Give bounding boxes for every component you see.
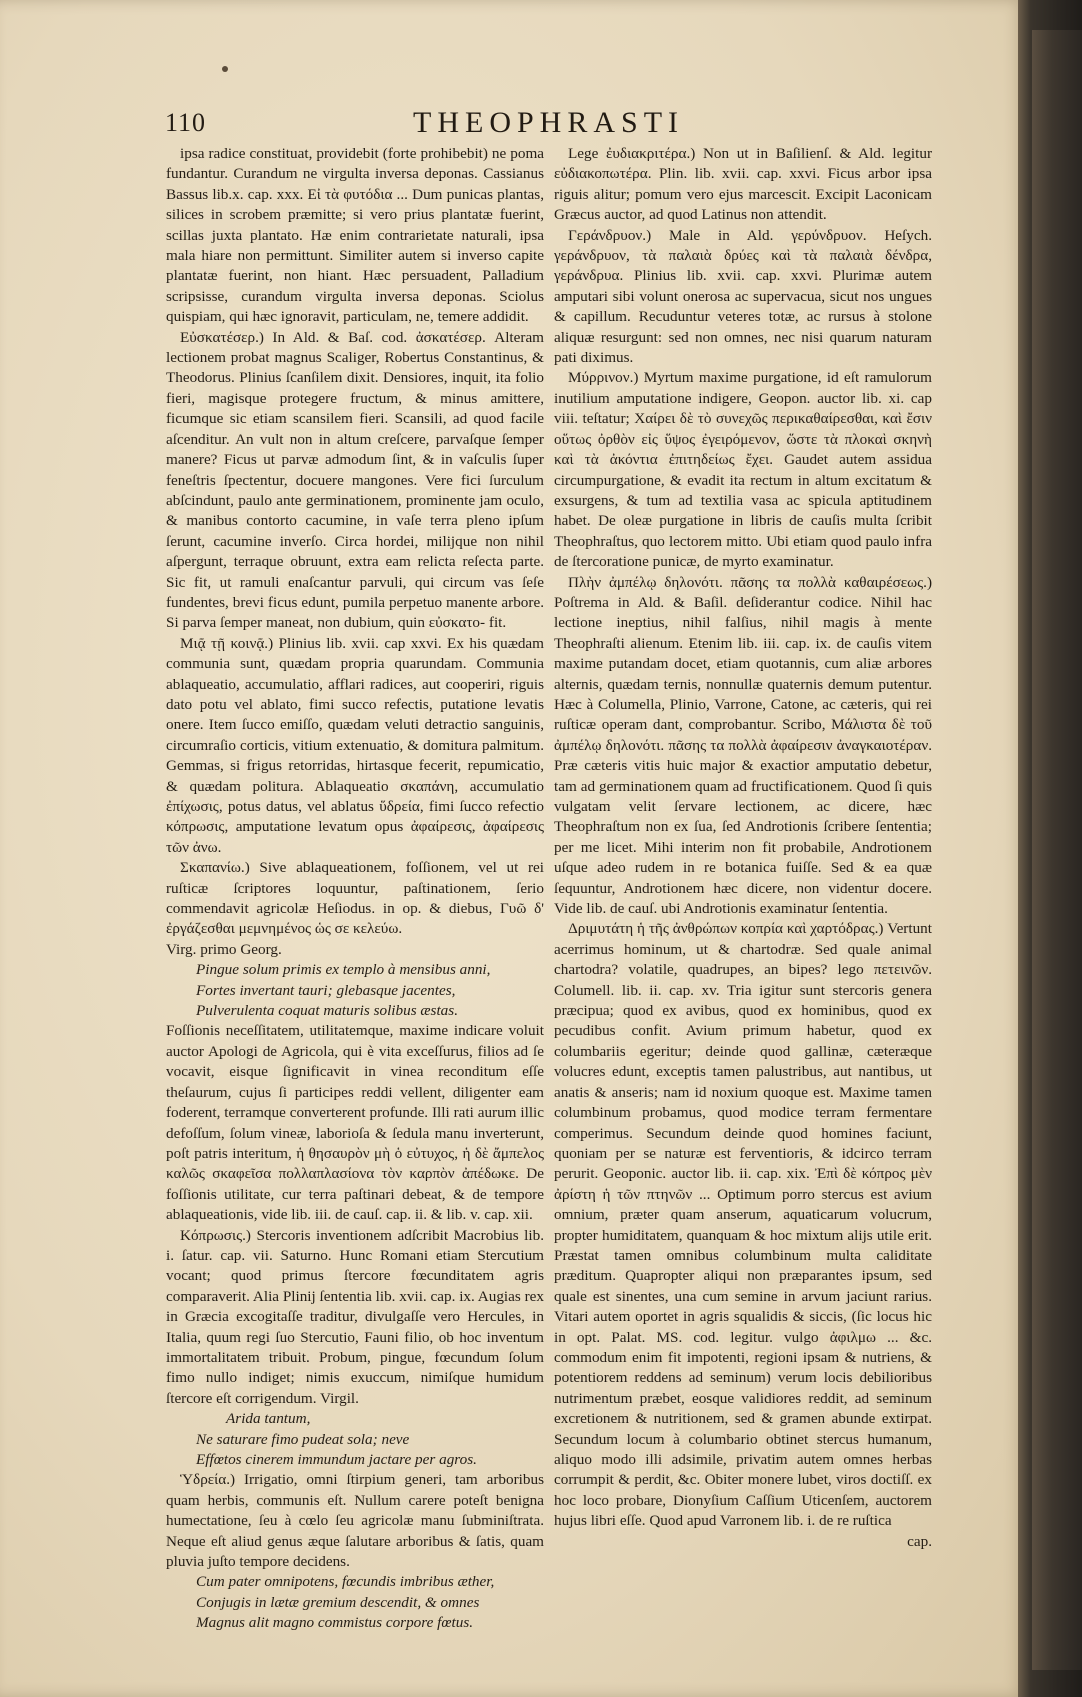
verse-line: Ne saturare fimo pudeat sola; neve [196, 1430, 410, 1448]
paragraph: Lege ἐυδιακριτέρα.) Non ut in Baſilienſ. & Ald. legitur εὐδιακοπωτέρα. Plin. lib. xvii. cap. xxvi. Ficus arbor ipsa riguis alitur; pomum vero ejus marcescit. Excipit Laconicam Græcus auctor, ad quod Latinus non attendit. [554, 145, 932, 224]
paragraph: Σκαπανίω.) Sive ablaqueationem, foſſionem, vel ut rei ruſticæ ſcriptores loquuntur, paſtinationem, ſerio commendavit agricolæ Heſiodus. in op. & diebus, Γυῶ δ' ἐργάζεσθαι μεμνημένος ὡς σε κελεύω. [166, 859, 544, 938]
catchword: cap. [907, 1532, 932, 1550]
verse-line: Arida tantum, [226, 1410, 311, 1428]
paragraph: Ὑδρεία.) Irrigatio, omni ſtirpium generi, tam arboribus quam herbis, communis eſt. Nullum carere poteſt benigna humectatione, ſeu à cœlo ſeu agricolæ manu ſubminiſtrata. Neque eſt aliud genus æque ſalutare arboribus & ſatis, quam pluvia juſto tempore decidens. [166, 1471, 544, 1571]
page-header [165, 108, 925, 138]
verse-line: Pingue solum primis ex templo à mensibus anni, [196, 961, 491, 979]
ink-speck [222, 66, 228, 72]
paragraph: Foſſionis neceſſitatem, utilitatemque, maxime indicare voluit auctor Apologi de Agricola, qui è vita exceſſurus, filios ad ſe vocavit, eisque ſignificavit in vinea reconditum eſſe theſaurum, cujus ſi participes reddi vellent, diligenter eam foderent, terramque converterent profunde. Illi rati aurum illic defoſſum, ſolum vineæ, laborioſa & ſedula manu inverterunt, poſt patris interitum, ἡ θησαυρὸν μὴ ὁ εὐτυχος, ἡ δὲ ἄμπελος καλῶς σκαφεῖσα πολλαπλασίονα τὸν καρπὸν ἀπέδωκε. De foſſionis utilitate, cur terra paſtinari debeat, & de tempore ablaqueationis, vide lib. iii. de cauſ. cap. ii. & lib. v. cap. xii. [166, 1022, 544, 1224]
book-gutter [1018, 0, 1082, 1697]
facing-page-edge [1032, 30, 1082, 1670]
verse-line: Magnus alit magno commistus corpore fœtus. [196, 1614, 474, 1632]
paragraph: Πλὴν ἀμπέλῳ δηλονότι. πᾶσης τα πολλὰ καθαιρέσεως.) Poſtrema in Ald. & Baſil. deſiderantur codice. Nihil hac lectione ineptius, nihil falſius, nihil magis à mente Theophraſti alienum. Etenim lib. iii. cap. ix. de cauſis vitem maxime putandam docet, etiam quotannis, cum aliæ arbores alternis, quædam ternis, nonnullæ quaternis demum putentur. Hæc à Columella, Plinio, Varrone, Catone, ac cæteris, qui rei ruſticæ operam dant, comprobantur. Scribo, Μάλιστα δὲ τοῦ ἀμπέλῳ δηλονότι. πᾶσης τα πολλὰ ἀφαίρεσιν ἀναγκαιοτέραν. Præ cæteris vitis huic major & exactior amputatio debetur, tam ad germinationem quam ad fructificationem. Quod ſi quis vulgatam velit ſervare lectionem, ac dicere, hæc Theophraſtum non ex ſua, ſed Androtionis ſcribere ſententia; per me licet. Mihi interim non fit probabile, Androtionem uſque adeo rudem in re botanica fuiſſe. Sed & ea quæ ſequuntur, Androtionem hæc dicere, non videntur docere. Vide lib. de cauſ. ubi Androtionis examinatur ſententia. [554, 573, 932, 918]
verse-line: Pulverulenta coquat maturis solibus æstas. [196, 1002, 458, 1020]
right-column [554, 144, 932, 1552]
paragraph: Γεράνδρυον.) Male in Ald. γερύνδρυον. Heſych. γεράνδρυον, τὰ παλαιὰ δρύες καὶ τὰ παλαιὰ δένδρα, γεράνδρυα. Plinius lib. xvii. cap. xxvi. Plurimæ autem amputari sibi volunt onerosa ac supervacua, sicut nos ungues & capillum. Recuduntur veteres totæ, ac rursus à stolone aliquæ resurgunt: sed non omnes, nec nisi quarum naturam pati diximus. [554, 226, 932, 367]
paragraph: Κόπρωσις.) Stercoris inventionem adſcribit Macrobius lib. i. ſatur. cap. vii. Saturno. Hunc Romani etiam Stercutium vocant; quod primus ſtercore fœcunditatem agris comparaverit. Alia Plinij ſententia lib. xvii. cap. ix. Augias rex in Græcia excogitaſſe traditur, divulgaſſe vero Hercules, in Italia, quum regi ſuo Stercutio, Fauni filio, ob hoc inventum immortalitatem tribuit. Probum, pingue, fœcundum ſolum fimo nullo indiget; nimis exuccum, nimiſque humidum ſtercore eſt corrigendum. Virgil. [166, 1226, 544, 1407]
verse-line: Effœtos cinerem immundum jactare per agros. [196, 1451, 477, 1468]
verse-line: Cum pater omnipotens, fœcundis imbribus æther, [196, 1573, 495, 1591]
paragraph: Εὐσκατέσερ.) In Ald. & Baſ. cod. ἀσκατέσερ. Alteram lectionem probat magnus Scaliger, Robertus Constantinus, & Theodorus. Plinius ſcanſilem dixit. Densiores, inquit, ita folio fieri, magisque protegere fructum, & minus amittere, ficumque sic etiam scansilem fieri. Scansili, ad quod facile aſcenditur. An vult non in altum creſcere, parvaſque ſemper manere? Ficus ut parvæ admodum ſint, & in vaſculis ſuper feneſtris ſpectentur, docuere mangones. Vere fici ſurculum abſcindunt, paulo ante germinationem, prominente jam oculo, & manibus contorto cacumine, in vaſe terra pleno ipſum ſerunt, cacumine inverſo. Circa hordei, milijque non nihil aſpergunt, terraque obruunt, extra eam relicta reſecta parte. Sic fit, ut ramuli enaſcantur parvuli, qui circum vas ſeſe fundentes, brevi ficus edunt, pumila perpetuo manente arbore. Si parva ſemper maneat, non dubium, quin εὐσκατο- fit. [166, 328, 544, 632]
verse-line: Fortes invertant tauri; glebasque jacentes, [196, 981, 456, 999]
left-column [166, 144, 544, 1634]
paragraph: Μύρρινον.) Myrtum maxime purgatione, id eſt ramulorum inutilium amputatione indigere, Geopon. auctor lib. xi. cap viii. teſtatur; Χαίρει δὲ τὸ συνεχῶς περικαθαίρεσθαι, καὶ ἔσιν οὕτως ὀρθὸν εἰς ὕψος ἐγειρόμενον, ὥστε τὰ πλοκαὶ σκηνὴ καὶ τὰ ἀκόντια ἐπιτηδείως ἔχει. Gaudet autem assidua circumpurgatione, & evadit ita rectum in altum excitatum & exsurgens, & tum ad textilia vasa ac spicula aptitudinem habet. De oleæ purgatione in libris de cauſis multa ſcribit Theophraſtus, quo lectorem mitto. Ubi etiam quod paulo infra de ſtercoratione punicæ, de myrto examinatur. [554, 369, 932, 571]
verse-line: Conjugis in lætæ gremium descendit, & omnes [196, 1593, 480, 1611]
paragraph: Μιᾷ τῇ κοινᾷ.) Plinius lib. xvii. cap xxvi. Ex his quædam communia sunt, quædam propria quarundam. Communia ablaqueatio, accumulatio, afflari radices, aut cooperiri, riguis dato potu vel ablato, fimi succo refectis, putatione levatis onere. Item ſucco emiſſo, quædam veluti detractio sanguinis, circumraſio corticis, vitium extenuatio, & domitura palmitum. Gemmas, si frigus retorridas, hirtasque fecerit, repumicatio, & quædam politura. Ablaqueatio σκαπάνη, accumulatio ἐπίχωσις, potus datus, vel ablatus ὕδρεία, fimi ſucco refectio κόπρωσις, amputatione levatum opus ἀφαίρεσις, ἀφαίρεσις τῶν ἀνω. [166, 634, 544, 856]
paragraph: Δριμυτάτη ἡ τῆς ἀνθρώπων κοπρία καὶ χαρτόδρας.) Vertunt acerrimus hominum, ut & chartodræ. Sed quale animal chartodra? volatile, quadrupes, an bipes? lego πετεινῶν. Columell. lib. ii. cap. xv. Tria igitur sunt stercoris genera præcipua; quod ex avibus, quod ex hominibus, quod ex pecudibus confit. Avium primum habetur, quod ex columbariis egeritur; deinde quod gallinæ, cæteræque volucres edunt, exceptis tamen palustribus, aut nantibus, ut anatis & anseris; nam id noxium quoque est. Maxime tamen columbinum probamus, quod modice terram fermentare comperimus. Secundum deinde quod homines faciunt, quoniam per se naturæ est ferventioris, & idcirco terram perurit. Geoponic. auctor lib. ii. cap. xix. Ἐπὶ δὲ κόπρος μὲν ἀρίστη ἡ τῶν πτηνῶν ... Optimum porro stercus est avium omnium, præter quam anserum, aquaticarum volucrum, propter humiditatem, quanquam & hoc mixtum alijs utile erit. Præstat tamen omnibus columbinum multa caliditate præditum. Quapropter aliqui non præparantes ipsum, sed quale est sinentes, una cum semine in arvum jaciunt rarius. Vitari autem oportet in agris squalidis & siccis, (ſic locus hic in opt. Palat. MS. cod. legitur. vulgo ἀφιλμω ... &c. commodum enim fit impotenti, regioni ipsam & nutriens, & potentiorem reddens ad seminum) verum locis debilioribus nutrimentum præbet, eosque validiores reddit, ad seminum excretionem & nutritionem, sed & gramen abunde extirpat. Secundum locum à columbario obtinet stercus humanum, aliquo modo illi adsimile, privatim autem omnes herbas corrumpit & perdit, &c. Obiter monere lubet, viros doctiſſ. ex hoc loco probare, Dionyſium Caſſium Uticenſem, auctorem hujus libri eſſe. Quod apud Varronem lib. i. de re ruſtica [554, 920, 932, 1530]
paragraph: Virg. primo Georg. [166, 940, 282, 958]
paragraph: ipsa radice constituat, providebit (forte prohibebit) ne poma fundantur. Curandum ne virgulta inversa deponas. Cassianus Bassus lib.x. cap. xxx. Εἰ τὰ φυτόδια ... Dum punicas plantas, silices in scrobem præmitte; si vero prius plantatæ fuerint, scillas juxta plantato. Hæ enim contrarietate naturali, ipsa mala hiare non permittunt. Similiter autem si inverso capite plantatæ fuerint, non hiant. Hæc persuadent, Palladium scripsisse, curandum virgulta inversa deponas. Sciolus quispiam, qui hæc ignoravit, particulam, ne, temere addidit. [166, 145, 544, 326]
page-number: 110 [165, 108, 207, 137]
running-title: THEOPHRASTI [413, 106, 685, 139]
